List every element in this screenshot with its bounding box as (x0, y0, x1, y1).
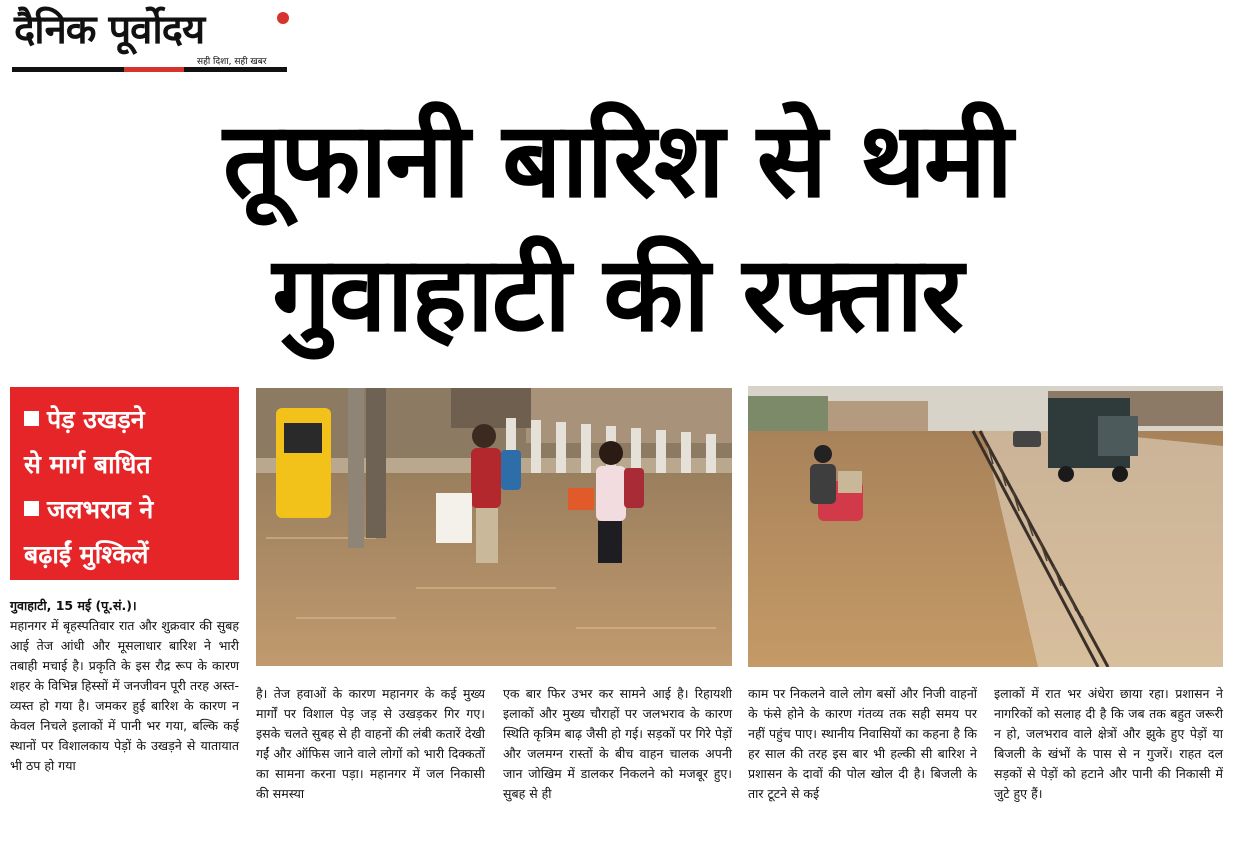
dateline: गुवाहाटी, 15 मई (पू.सं.)। (10, 598, 137, 613)
square-bullet-icon (24, 411, 39, 426)
masthead-red-accent (124, 67, 184, 72)
article-column-1 (10, 596, 239, 776)
article-column-3 (503, 684, 732, 804)
page-headline (0, 96, 1234, 358)
flood-photo-people-wading (256, 388, 732, 666)
subheading-box (10, 387, 239, 580)
subhead-3: जलभराव ने (47, 495, 154, 524)
article-column-5 (994, 684, 1223, 804)
subhead-4: बढ़ाईं मुश्किलें (24, 540, 149, 569)
article-text-col1: महानगर में बृहस्पतिवार रात और शुक्रवार की सुबह आई तेज आंधी और मूसलाधार बारिश ने भारी तबाही मचाई है। प्रकृति के इस रौद्र रूप के कारण शहर के विभिन्न हिस्सों में जनजीवन पूरी तरह अस्त-व्यस्त हो गया है। जमकर हुई बारिश के कारण न केवल निचले इलाकों में पानी भर गया, बल्कि कई स्थानों पर विशालकाय पेड़ों के उखड़ने से यातायात भी ठप हो गया (10, 618, 239, 773)
square-bullet-icon (24, 501, 39, 516)
masthead-tagline: सही दिशा, सही खबर (197, 57, 267, 67)
headline-line-1: तूफानी बारिश से थमी (222, 99, 1012, 221)
article-text-col2: है। तेज हवाओं के कारण महानगर के कई मुख्य मार्गों पर विशाल पेड़ जड़ से उखड़कर गिर गए। इसके चलते सुबह से ही वाहनों की लंबी कतारें देखी गईं और ऑफिस जाने वाले लोगों को भारी दिक्कतों का सामना करना पड़ा। महानगर में जल निकासी की समस्या (256, 686, 485, 801)
headline-line-2: गुवाहाटी की रफ्तार (272, 233, 962, 355)
subhead-2: से मार्ग बाधित (24, 450, 151, 479)
article-text-col3: एक बार फिर उभर कर सामने आई है। रिहायशी इलाकों और मुख्य चौराहों पर जलभराव के कारण स्थिति कृत्रिम बाढ़ जैसी हो गई। सड़कों पर गिरे पेड़ों और जलमग्न रास्तों के बीच वाहन चालक अपनी जान जोखिम में डालकर निकलने को मजबूर हुए। सुबह से ही (503, 686, 732, 801)
subhead-1: पेड़ उखड़ने (47, 405, 145, 434)
flood-photo-road-traffic (748, 386, 1223, 667)
article-column-4 (748, 684, 977, 804)
masthead-logo-dot (277, 12, 289, 24)
article-column-2 (256, 684, 485, 804)
article-text-col4: काम पर निकलने वाले लोग बसों और निजी वाहनों के फंसे होने के कारण गंतव्य तक सही समय पर नहीं पहुंच पाए। स्थानीय निवासियों का कहना है कि हर साल की तरह इस बार भी हल्की सी बारिश ने प्रशासन के दावों की पोल खोल दी है। बिजली के तार टूटने से कई (748, 686, 977, 801)
article-text-col5: इलाकों में रात भर अंधेरा छाया रहा। प्रशासन ने नागरिकों को सलाह दी है कि जब तक बहुत जरूरी न हो, जलभराव वाले क्षेत्रों और झुके हुए पेड़ों या बिजली के खंभों के पास से न गुजरें। राहत दल सड़कों से पेड़ों को हटाने और पानी की निकासी में जुटे हुए हैं। (994, 686, 1223, 801)
masthead (12, 4, 287, 72)
newspaper-name: दैनिक पूर्वोदय (14, 7, 205, 53)
